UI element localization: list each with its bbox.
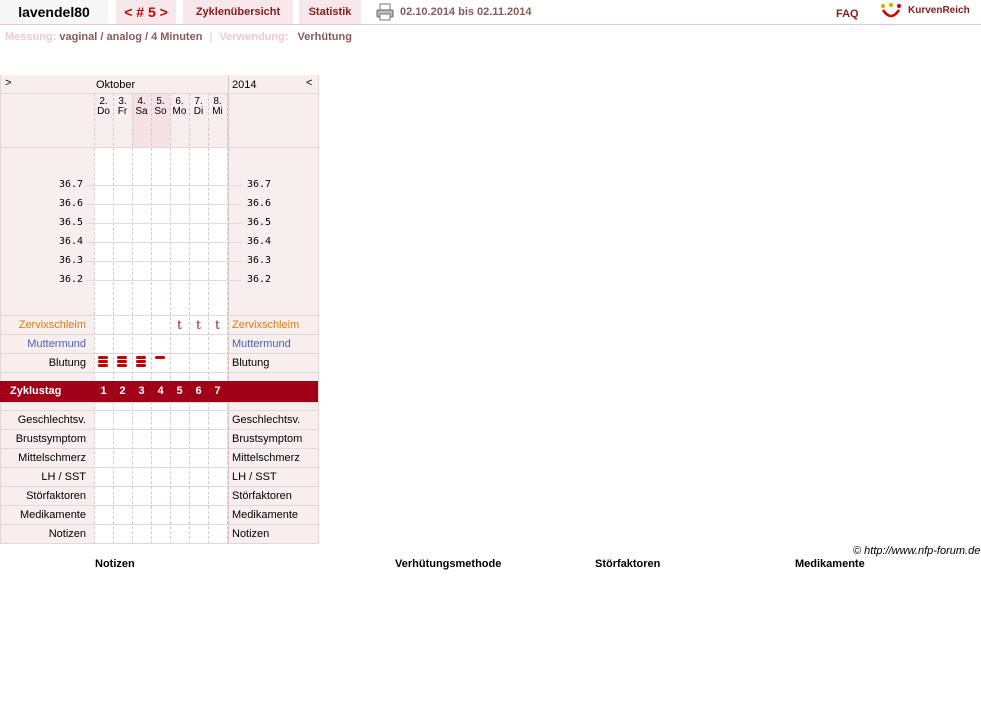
bleeding-mark xyxy=(117,364,127,367)
day-weekday: Mo xyxy=(172,106,187,117)
info-separator: | xyxy=(209,31,213,43)
day-weekday: Fr xyxy=(117,106,128,117)
bleeding-mark xyxy=(136,360,146,363)
grid-line xyxy=(151,93,152,544)
use-label: Verwendung: xyxy=(219,31,289,43)
brustsymptom-label-left: Brustsymptom xyxy=(15,433,86,445)
zervix-label-left: Zervixschleim xyxy=(18,319,86,331)
temp-label-left: 36.5 xyxy=(59,217,84,228)
temp-gridline xyxy=(86,204,242,205)
measure-label: Messung: xyxy=(5,31,57,43)
temp-label-left: 36.2 xyxy=(59,274,84,285)
bleeding-mark xyxy=(136,364,146,367)
day-header-6 xyxy=(208,97,227,117)
footer-verhuetung-heading: Verhütungsmethode xyxy=(395,558,502,570)
zervix-mark: t xyxy=(177,318,182,332)
mittelschmerz-label-left: Mittelschmerz xyxy=(18,452,86,464)
day-number: 7. xyxy=(194,96,203,107)
printer-icon[interactable] xyxy=(376,3,394,21)
day-header-0 xyxy=(94,97,113,117)
lh-label-right: LH / SST xyxy=(232,471,277,483)
grid-line xyxy=(113,93,114,544)
day-header-1 xyxy=(113,97,132,117)
bleeding-mark xyxy=(136,356,146,359)
zyklustag-label: Zyklustag xyxy=(10,385,62,397)
use-value: Verhütung xyxy=(297,31,352,43)
cycle-day-number: 3 xyxy=(138,385,145,397)
bleeding-mark xyxy=(117,360,127,363)
day-weekday: Di xyxy=(193,106,204,117)
faq-link[interactable]: FAQ xyxy=(836,8,859,20)
footer-notizen-heading: Notizen xyxy=(95,558,135,570)
measure-value: vaginal / analog / 4 Minuten xyxy=(59,31,203,43)
bleeding-mark xyxy=(98,360,108,363)
day-weekday: Do xyxy=(97,106,110,117)
tab-cycle-overview[interactable]: Zyklenübersicht xyxy=(183,0,293,24)
day-number: 6. xyxy=(175,96,184,107)
bleeding-mark xyxy=(98,356,108,359)
temp-label-right: 36.2 xyxy=(247,274,272,285)
cycle-day-number: 2 xyxy=(119,385,126,397)
day-weekday: Sa xyxy=(135,106,148,117)
cycle-day-number: 6 xyxy=(195,385,202,397)
medikamente-label-right: Medikamente xyxy=(232,509,299,521)
year-label: 2014 xyxy=(232,79,257,91)
top-navigation-bar xyxy=(0,0,981,25)
temp-label-left: 36.4 xyxy=(59,236,84,247)
temp-gridline xyxy=(86,280,242,281)
lh-label-left: LH / SST xyxy=(41,471,86,483)
temp-label-right: 36.4 xyxy=(247,236,272,247)
zervix-label-right: Zervixschleim xyxy=(232,319,300,331)
stoer-label-right: Störfaktoren xyxy=(232,490,292,502)
day-weekday: Mi xyxy=(212,106,223,117)
kurvenreich-logo-icon[interactable] xyxy=(880,2,902,20)
footer-medikamente-heading: Medikamente xyxy=(795,558,865,570)
geschlechtsv-label-right: Geschlechtsv. xyxy=(232,414,301,426)
temp-label-left: 36.3 xyxy=(59,255,84,266)
day-header-3 xyxy=(151,97,170,117)
bleeding-mark xyxy=(117,356,127,359)
footer-stoerfaktoren-heading: Störfaktoren xyxy=(595,558,661,570)
zervix-mark: t xyxy=(215,318,220,332)
day-number: 5. xyxy=(156,96,165,107)
cycle-day-number: 5 xyxy=(176,385,183,397)
temp-gridline xyxy=(86,185,242,186)
grid-line xyxy=(227,93,228,544)
brustsymptom-label-right: Brustsymptom xyxy=(232,433,303,445)
tab-statistics[interactable]: Statistik xyxy=(299,0,361,24)
next-cycle-arrow[interactable]: < xyxy=(306,77,313,89)
day-weekday: So xyxy=(154,106,167,117)
bleeding-mark xyxy=(155,356,165,359)
day-header-4 xyxy=(170,97,189,117)
temp-label-right: 36.6 xyxy=(247,198,272,209)
mittelschmerz-label-right: Mittelschmerz xyxy=(232,452,300,464)
stoer-label-left: Störfaktoren xyxy=(26,490,86,502)
copyright: © http://www.nfp-forum.de xyxy=(853,545,981,557)
prev-cycle-arrow[interactable]: > xyxy=(5,77,12,89)
grid-line xyxy=(132,93,133,544)
temp-label-left: 36.6 xyxy=(59,198,84,209)
logo-text[interactable]: KurvenReich xyxy=(908,5,970,16)
muttermund-label-right: Muttermund xyxy=(232,338,291,350)
cycle-navigation[interactable]: < # 5 > xyxy=(116,0,176,24)
grid-line xyxy=(94,93,95,544)
day-header-5 xyxy=(189,97,208,117)
temp-gridline xyxy=(86,242,242,243)
day-number: 4. xyxy=(137,96,146,107)
temp-label-left: 36.7 xyxy=(59,179,84,190)
blutung-label-right: Blutung xyxy=(232,357,270,369)
zervix-mark: t xyxy=(196,318,201,332)
medikamente-label-left: Medikamente xyxy=(19,509,86,521)
day-number: 8. xyxy=(213,96,222,107)
muttermund-label-left: Muttermund xyxy=(27,338,86,350)
cycle-day-number: 1 xyxy=(100,385,107,397)
day-header-2 xyxy=(132,97,151,117)
cycle-chart xyxy=(0,75,318,544)
cycle-day-row xyxy=(0,381,318,402)
blutung-label-left: Blutung xyxy=(48,357,86,369)
measurement-info xyxy=(5,31,352,43)
cycle-day-number: 7 xyxy=(214,385,221,397)
bleeding-mark xyxy=(98,364,108,367)
notizen-label-left: Notizen xyxy=(48,528,86,540)
day-number: 3. xyxy=(118,96,127,107)
notizen-label-right: Notizen xyxy=(232,528,270,540)
date-range: 02.10.2014 bis 02.11.2014 xyxy=(400,6,532,18)
temp-label-right: 36.3 xyxy=(247,255,272,266)
temp-label-right: 36.5 xyxy=(247,217,272,228)
day-number: 2. xyxy=(99,96,108,107)
cycle-day-number: 4 xyxy=(157,385,164,397)
geschlechtsv-label-left: Geschlechtsv. xyxy=(17,414,86,426)
month-label: Oktober xyxy=(96,79,136,91)
temp-gridline xyxy=(86,223,242,224)
temp-label-right: 36.7 xyxy=(247,179,272,190)
username-label: lavendel80 xyxy=(0,0,108,24)
temp-gridline xyxy=(86,261,242,262)
